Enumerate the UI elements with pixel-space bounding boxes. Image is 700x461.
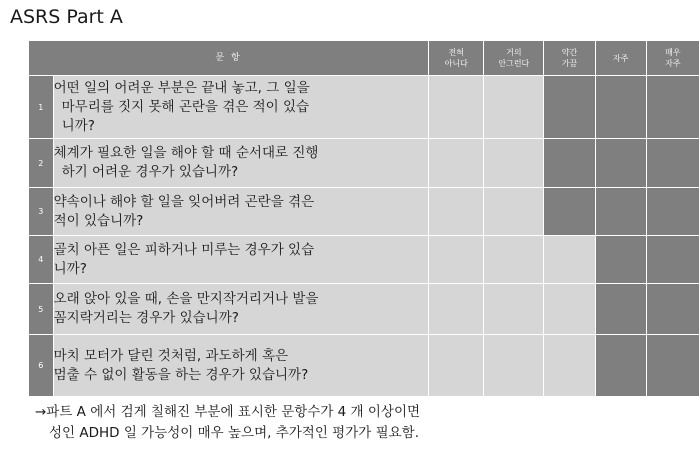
response-cell[interactable]	[544, 188, 595, 236]
response-cell[interactable]	[484, 188, 544, 236]
note-line-2: 성인 ADHD 일 가능성이 매우 높으며, 추가적인 평가가 필요함.	[49, 425, 419, 441]
page-title: ASRS Part A	[10, 6, 123, 28]
row-number: 2	[29, 139, 54, 188]
response-cell[interactable]	[595, 76, 646, 139]
row-number: 3	[29, 188, 54, 236]
response-cell[interactable]	[595, 139, 646, 188]
response-cell[interactable]	[429, 236, 484, 284]
table-row	[29, 188, 700, 236]
response-cell[interactable]	[646, 236, 699, 284]
response-cell[interactable]	[484, 139, 544, 188]
response-cell[interactable]	[484, 284, 544, 335]
response-cell[interactable]	[646, 76, 699, 139]
question-text: 체계가 필요한 일을 해야 할 때 순서대로 진행 하기 어려운 경우가 있습니까?	[53, 139, 429, 188]
response-cell[interactable]	[544, 236, 595, 284]
response-cell[interactable]	[429, 335, 484, 397]
question-text: 오래 앉아 있을 때, 손을 만지작거리거나 발을 꼼지락거리는 경우가 있습니까?	[53, 284, 429, 335]
row-number: 6	[29, 335, 54, 397]
response-cell[interactable]	[544, 76, 595, 139]
row-number: 5	[29, 284, 54, 335]
response-cell[interactable]	[595, 236, 646, 284]
response-cell[interactable]	[595, 188, 646, 236]
table-row	[29, 76, 700, 139]
question-text: 약속이나 해야 할 일을 잊어버려 곤란을 겪은 적이 있습니까?	[53, 188, 429, 236]
note-line-1: →파트 A 에서 검게 칠해진 부분에 표시한 문항수가 4 개 이상이면	[35, 404, 421, 420]
question-text: 어떤 일의 어려운 부분은 끝내 놓고, 그 일을 마무리를 짓지 못해 곤란을 겪은 적이 있습 니까?	[53, 76, 429, 139]
response-cell[interactable]	[646, 188, 699, 236]
response-cell[interactable]	[484, 236, 544, 284]
response-cell[interactable]	[429, 139, 484, 188]
response-cell[interactable]	[544, 139, 595, 188]
header-question: 문 항	[29, 41, 429, 76]
response-cell[interactable]	[429, 188, 484, 236]
header-rarely: 거의 안그런다	[484, 41, 544, 76]
response-cell[interactable]	[544, 335, 595, 397]
response-cell[interactable]	[595, 284, 646, 335]
response-cell[interactable]	[595, 335, 646, 397]
table-row	[29, 335, 700, 397]
response-cell[interactable]	[646, 335, 699, 397]
table-row	[29, 139, 700, 188]
header-sometimes: 약간 가끔	[544, 41, 595, 76]
row-number: 4	[29, 236, 54, 284]
response-cell[interactable]	[429, 284, 484, 335]
header-often: 자주	[595, 41, 646, 76]
response-cell[interactable]	[544, 284, 595, 335]
response-cell[interactable]	[484, 76, 544, 139]
row-number: 1	[29, 76, 54, 139]
response-cell[interactable]	[646, 139, 699, 188]
response-cell[interactable]	[484, 335, 544, 397]
table-row	[29, 236, 700, 284]
response-cell[interactable]	[429, 76, 484, 139]
question-text: 마치 모터가 달린 것처럼, 과도하게 혹은 멈출 수 없이 활동을 하는 경우가 있습니까?	[53, 335, 429, 397]
interpretation-note	[35, 402, 420, 444]
response-cell[interactable]	[646, 284, 699, 335]
header-row	[29, 41, 700, 76]
header-never: 전혀 아니다	[429, 41, 484, 76]
asrs-table	[28, 40, 700, 397]
table-row	[29, 284, 700, 335]
header-very-often: 매우 자주	[646, 41, 699, 76]
question-text: 골치 아픈 일은 피하거나 미루는 경우가 있습 니까?	[53, 236, 429, 284]
